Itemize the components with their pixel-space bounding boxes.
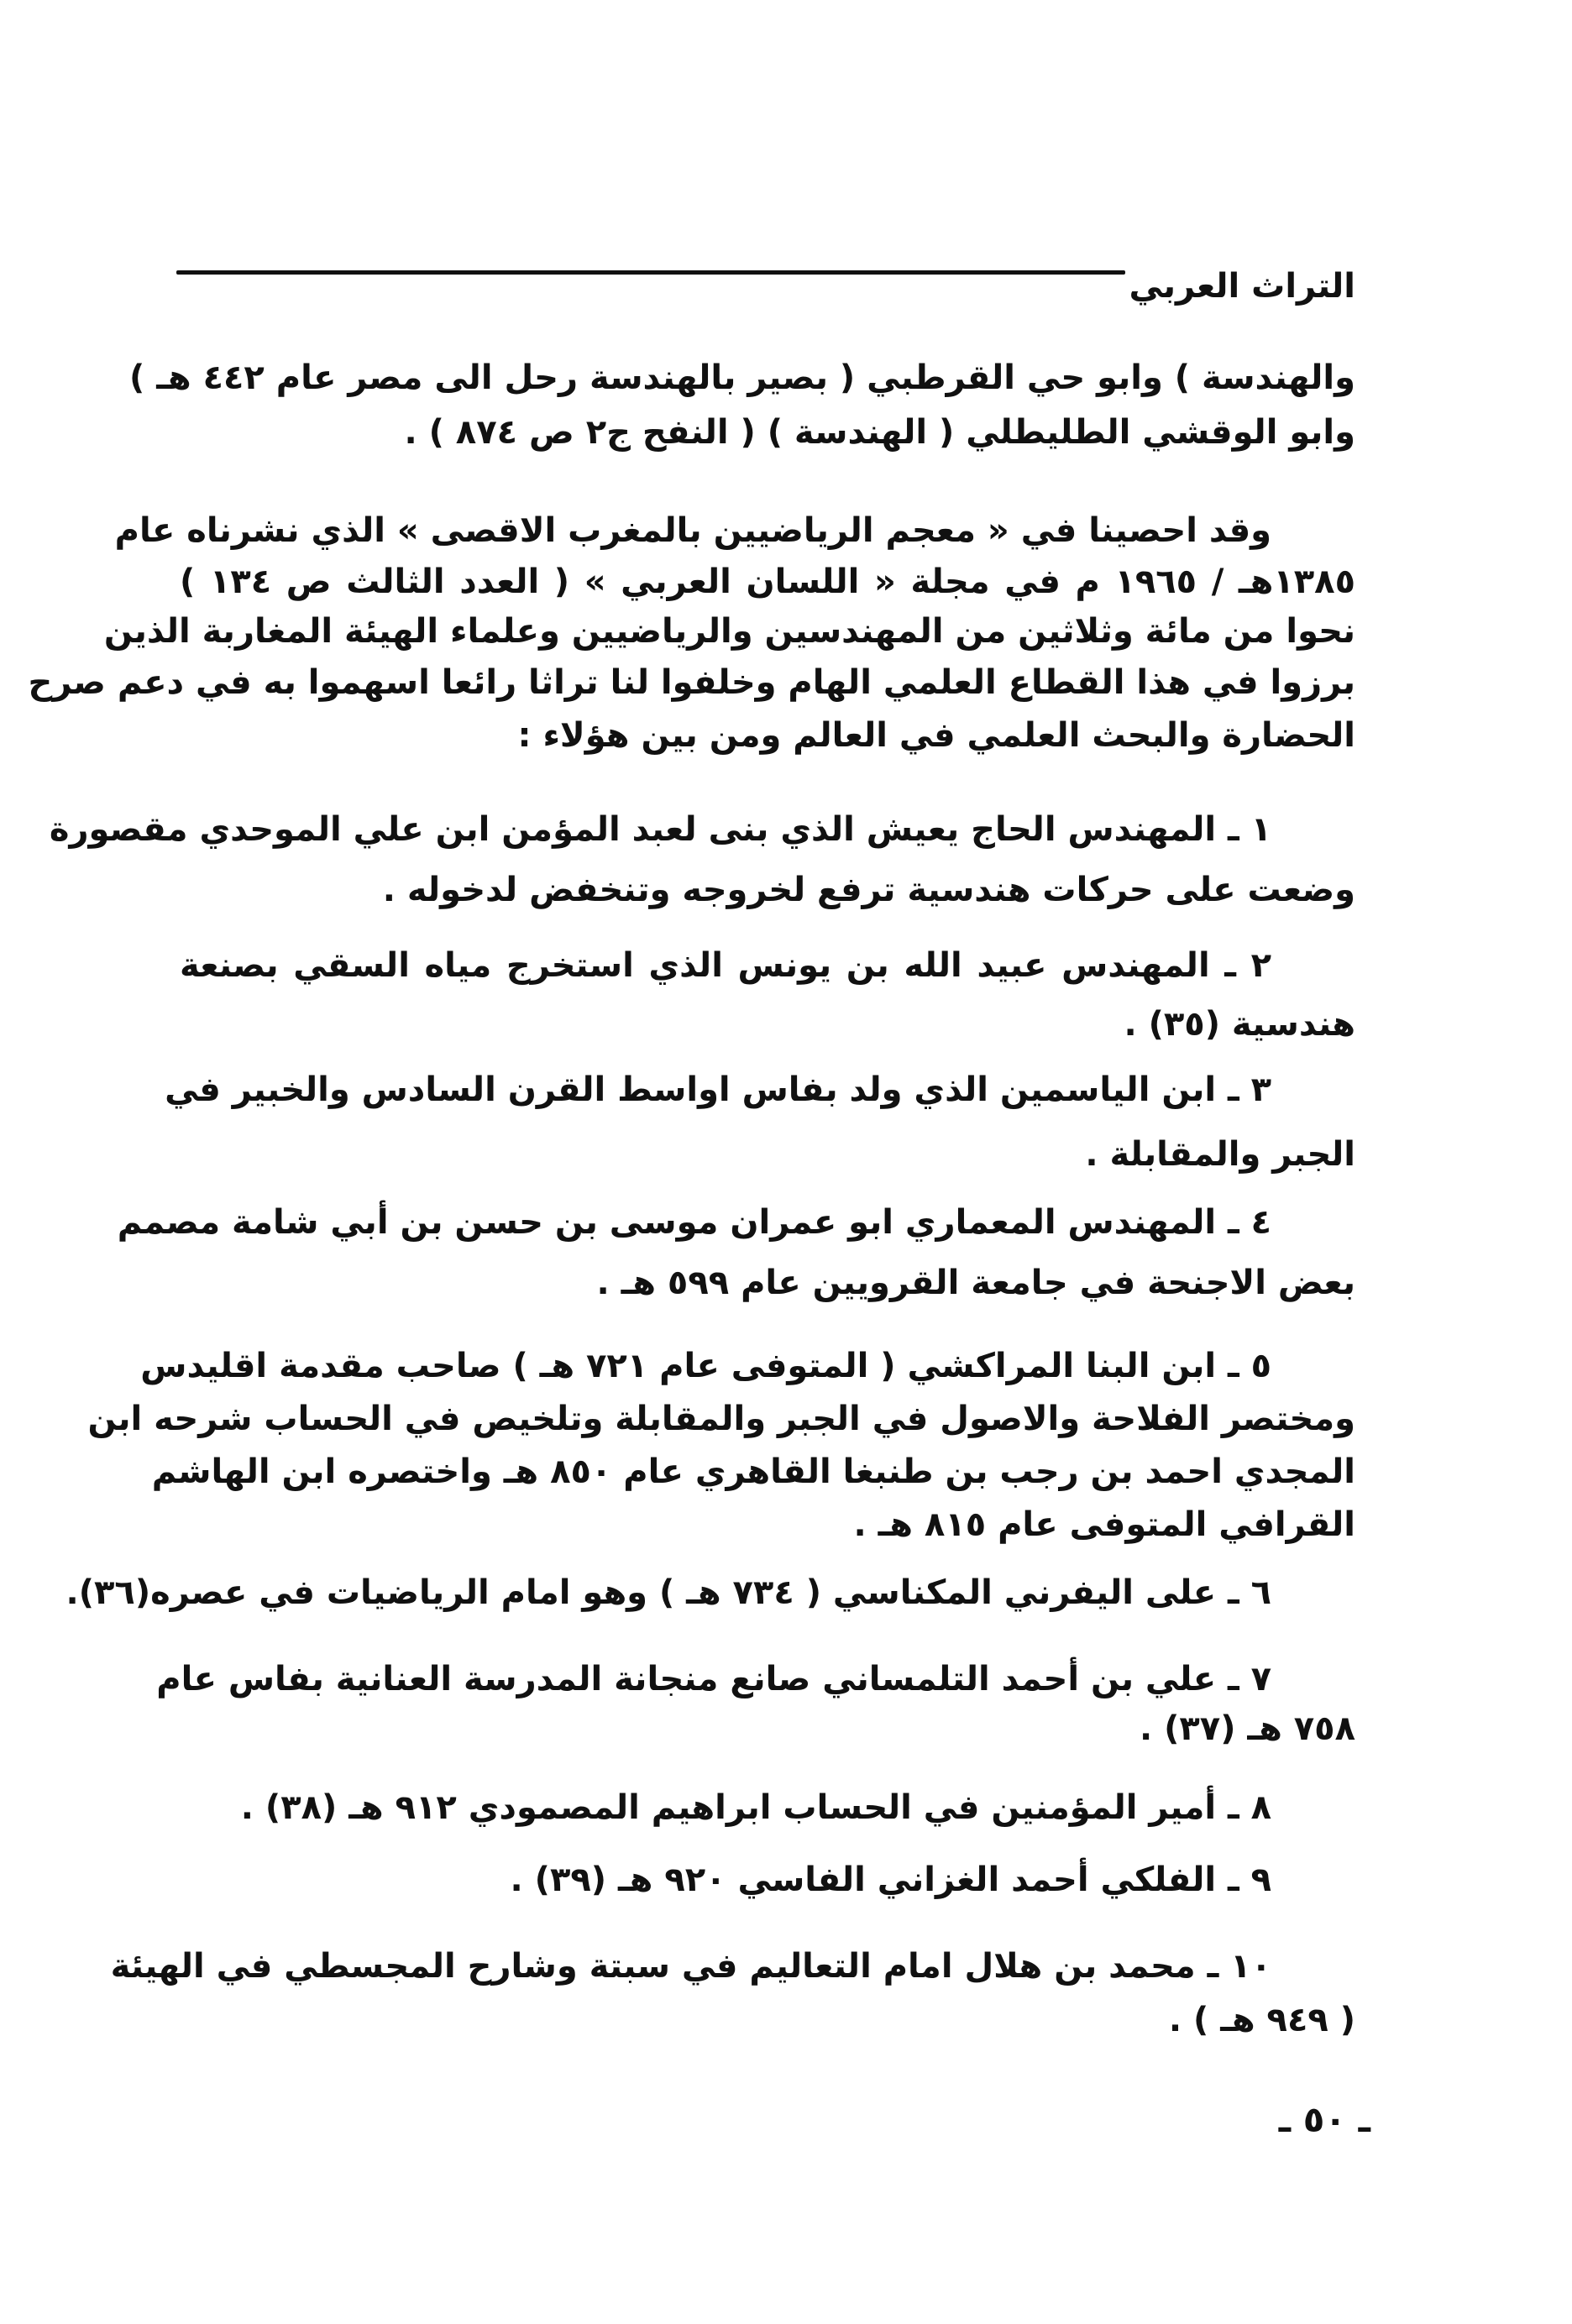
list-item-10-line: ١٠ ـ محمد بن هلال امام التعاليم في سبتة وشارح المجسطي في الهيئة [110, 1947, 1271, 1986]
list-item-2-line: هندسية (٣٥) . [1124, 1005, 1355, 1044]
list-item-1-line: وضعت على حركات هندسية ترفع لخروجه وتنخفض لدخوله . [382, 871, 1355, 909]
page-number: ـ ٥٠ ـ [1278, 2099, 1370, 2140]
list-item-5-line: المجدي احمد بن رجب بن طنبغا القاهري عام ٨٥٠ هـ واختصره ابن الهاشم [151, 1452, 1355, 1491]
header-rule [176, 270, 1125, 275]
list-item-10-line: ( ٩٤٩ هـ ) . [1168, 2001, 1355, 2039]
list-item-1-line: ١ ـ المهندس الحاج يعيش الذي بنى لعبد المؤمن ابن علي الموحدي مقصورة [49, 810, 1271, 849]
list-item-9-line: ٩ ـ الفلكي أحمد الغزاني الفاسي ٩٢٠ هـ (٣٩) . [510, 1861, 1271, 1899]
list-item-5-line: القرافي المتوفى عام ٨١٥ هـ . [853, 1505, 1355, 1544]
paragraph-line: ١٣٨٥هـ / ١٩٦٥ م في مجلة « اللسان العربي » ( العدد الثالث ص ١٣٤ ) [180, 563, 1355, 601]
list-item-3-line: ٣ ـ ابن الياسمين الذي ولد بفاس اواسط القرن السادس والخبير في [165, 1070, 1271, 1109]
running-header: التراث العربي [1129, 267, 1355, 306]
list-item-7-line: ٧ ـ علي بن أحمد التلمساني صانع منجانة المدرسة العنانية بفاس عام [156, 1660, 1271, 1699]
paragraph-line: وقد احصينا في « معجم الرياضيين بالمغرب الاقصى » الذي نشرناه عام [114, 511, 1271, 550]
paragraph-line: الحضارة والبحث العلمي في العالم ومن بين هؤلاء : [517, 716, 1355, 755]
list-item-5-line: ومختصر الفلاحة والاصول في الجبر والمقابلة وتلخيص في الحساب شرحه ابن [87, 1400, 1355, 1438]
list-item-5-line: ٥ ـ ابن البنا المراكشي ( المتوفى عام ٧٢١ هـ ) صاحب مقدمة اقليدس [140, 1347, 1271, 1385]
text-line: والهندسة ) وابو حي القرطبي ( بصير بالهندسة رحل الى مصر عام ٤٤٢ هـ ) [129, 359, 1355, 397]
text-line: وابو الوقشي الطليطلي ( الهندسة ) ( النفح ج٢ ص ٨٧٤ ) . [404, 413, 1355, 452]
list-item-8-line: ٨ ـ أمير المؤمنين في الحساب ابراهيم المصمودي ٩١٢ هـ (٣٨) . [240, 1788, 1271, 1827]
paragraph-line: برزوا في هذا القطاع العلمي الهام وخلفوا لنا تراثا رائعا اسهموا به في دعم صرح [28, 663, 1355, 702]
list-item-2-line: ٢ ـ المهندس عبيد الله بن يونس الذي استخرج مياه السقي بصنعة [180, 946, 1271, 985]
list-item-4-line: بعض الاجنحة في جامعة القرويين عام ٥٩٩ هـ . [596, 1264, 1355, 1302]
list-item-3-line: الجبر والمقابلة . [1085, 1135, 1355, 1174]
list-item-7-line: ٧٥٨ هـ (٣٧) . [1139, 1709, 1355, 1748]
list-item-6-line: ٦ ـ على اليفرني المكناسي ( ٧٣٤ هـ ) وهو امام الرياضيات في عصره(٣٦). [66, 1573, 1271, 1612]
paragraph-line: نحوا من مائة وثلاثين من المهندسين والرياضيين وعلماء الهيئة المغاربة الذين [103, 612, 1355, 651]
list-item-4-line: ٤ ـ المهندس المعماري ابو عمران موسى بن حسن بن أبي شامة مصمم [117, 1203, 1271, 1242]
